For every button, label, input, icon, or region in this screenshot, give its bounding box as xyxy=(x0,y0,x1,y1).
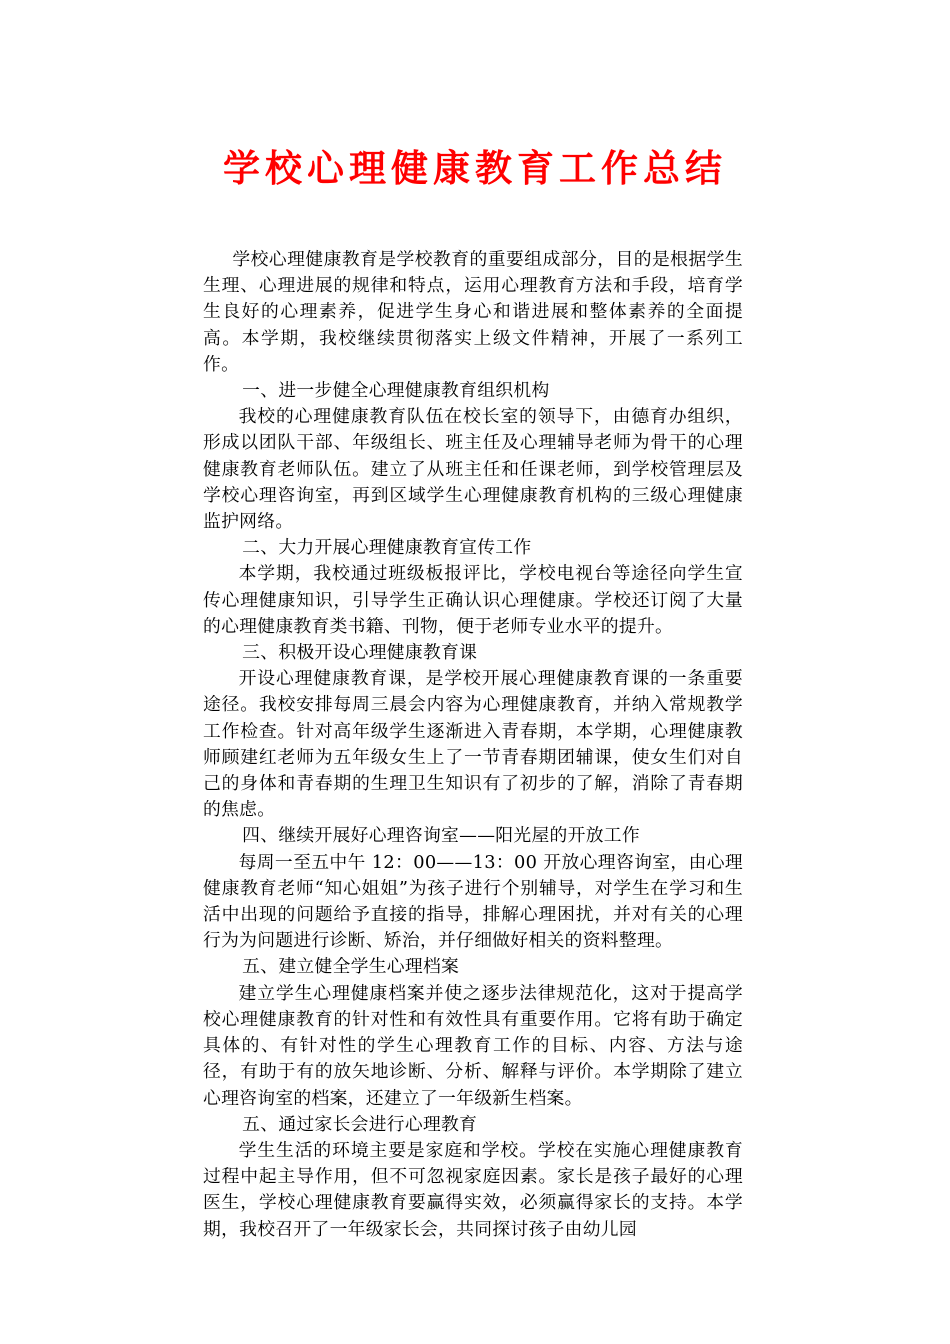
document-title: 学校心理健康教育工作总结 xyxy=(223,147,727,190)
section-body-1: 我校的心理健康教育队伍在校长室的领导下，由德育办组织，形成以团队干部、年级组长、班主任及心理辅导老师为骨干的心理健康教育老师队伍。建立了从班主任和任课老师，到学校管理层及学校心理咨询室，再到区域学生心理健康教育机构的三级心理健康监护网络。 xyxy=(203,406,743,533)
section-body-6: 学生生活的环境主要是家庭和学校。学校在实施心理健康教育过程中起主导作用，但不可忽视家庭因素。家长是孩子最好的心理医生，学校心理健康教育要赢得实效，必须赢得家长的支持。本学期，我校召开了一年级家长会，共同探讨孩子由幼儿园 xyxy=(203,1139,743,1240)
section-heading-5: 五、建立健全学生心理档案 xyxy=(242,956,460,978)
section-heading-4: 四、继续开展好心理咨询室——阳光屋的开放工作 xyxy=(242,825,640,847)
section-body-3: 开设心理健康教育课，是学校开展心理健康教育课的一条重要途径。我校安排每周三晨会内容为心理健康教育，并纳入常规教学工作检查。针对高年级学生逐渐进入青春期，本学期，心理健康教师顾建红老师为五年级女生上了一节青春期团辅课，使女生们对自己的身体和青春期的生理卫生知识有了初步的了解，消除了青春期的焦虑。 xyxy=(203,668,743,821)
section-heading-6: 五、通过家长会进行心理教育 xyxy=(242,1113,478,1135)
intro-paragraph: 学校心理健康教育是学校教育的重要组成部分，目的是根据学生生理、心理进展的规律和特点，运用心理教育方法和手段，培育学生良好的心理素养，促进学生身心和谐进展和整体素养的全面提高。本学期，我校继续贯彻落实上级文件精神，开展了一系列工作。 xyxy=(203,249,743,375)
section-body-2: 本学期，我校通过班级板报评比，学校电视台等途径向学生宣传心理健康知识，引导学生正确认识心理健康。学校还订阅了大量的心理健康教育类书籍、刊物，便于老师专业水平的提升。 xyxy=(203,563,743,637)
section-heading-3: 三、积极开设心理健康教育课 xyxy=(242,642,478,664)
section-heading-1: 一、进一步健全心理健康教育组织机构 xyxy=(242,380,550,402)
document-body xyxy=(203,247,743,1243)
section-body-4: 每周一至五中午 12：00——13：00 开放心理咨询室，由心理健康教育老师“知心姐姐”为孩子进行个别辅导，对学生在学习和生活中出现的问题给予直接的指导，排解心理困扰，并对有关的心理行为为问题进行诊断、矫治，并仔细做好相关的资料整理。 xyxy=(203,851,743,952)
section-heading-2: 二、大力开展心理健康教育宣传工作 xyxy=(242,537,532,559)
section-body-5: 建立学生心理健康档案并使之逐步法律规范化，这对于提高学校心理健康教育的针对性和有效性具有重要作用。它将有助于确定具体的、有针对性的学生心理教育工作的目标、内容、方法与途径，有助于有的放矢地诊断、分析、解释与评价。本学期除了建立心理咨询室的档案，还建立了一年级新生档案。 xyxy=(203,982,743,1109)
